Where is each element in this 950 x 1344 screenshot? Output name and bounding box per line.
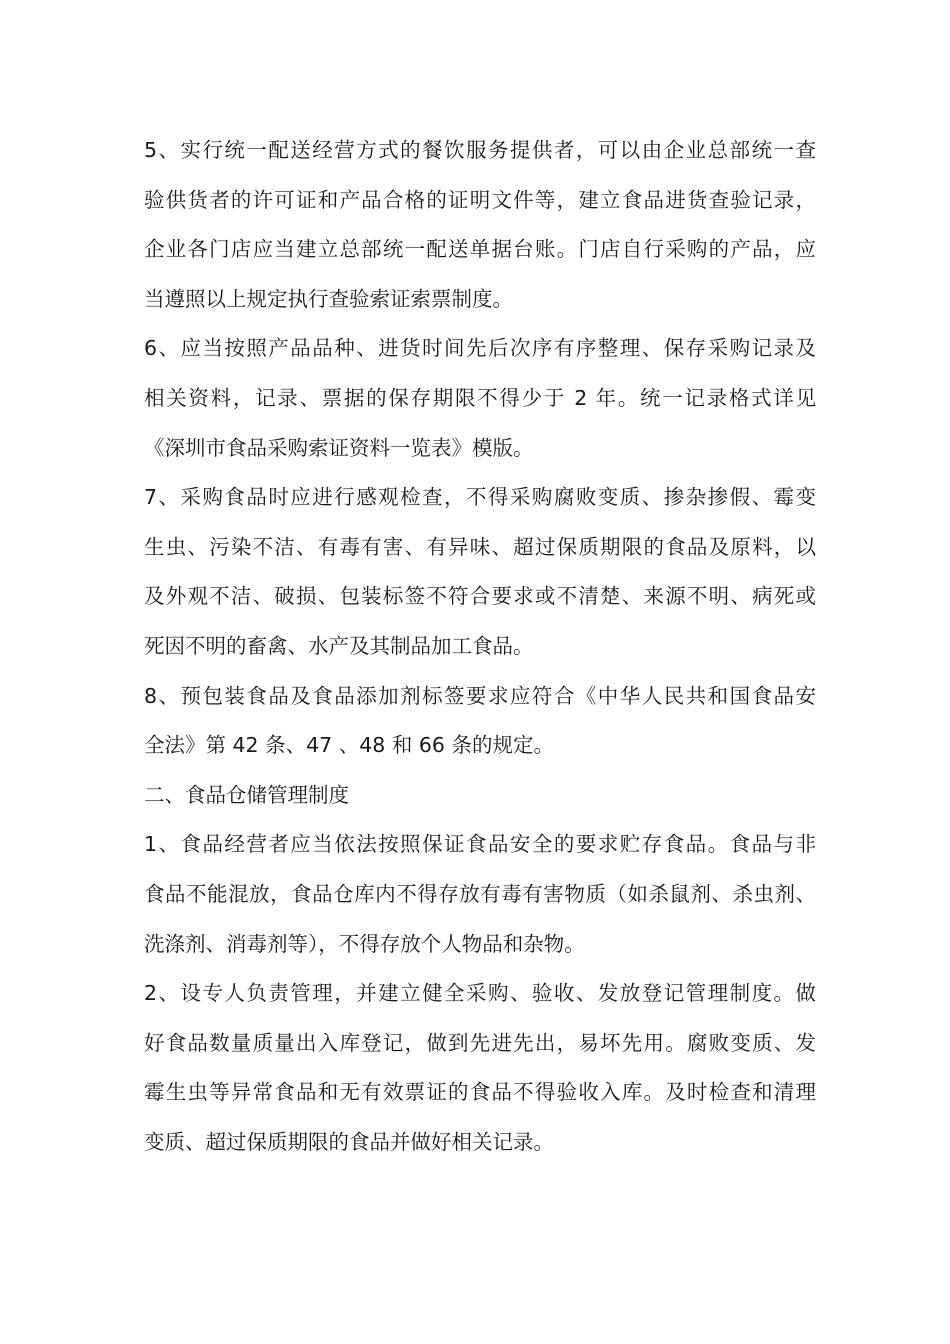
document-body bbox=[144, 126, 816, 1167]
text-line: 全法》第 42 条、47 、48 和 66 条的规定。 bbox=[144, 733, 554, 758]
text-line: 6、应当按照产品品种、进货时间先后次序有序整理、保存采购记录及 bbox=[144, 336, 816, 361]
text-line: 食品不能混放，食品仓库内不得存放有毒有害物质（如杀鼠剂、杀虫剂、 bbox=[144, 881, 816, 906]
text-line: 及外观不洁、破损、包装标签不符合要求或不清楚、来源不明、病死或 bbox=[144, 584, 816, 609]
text-line: 相关资料，记录、票据的保存期限不得少于 2 年。统一记录格式详见 bbox=[144, 385, 816, 410]
text-line: 企业各门店应当建立总部统一配送单据台账。门店自行采购的产品，应 bbox=[144, 237, 816, 262]
text-line: 当遵照以上规定执行查验索证索票制度。 bbox=[144, 286, 513, 311]
text-line: 生虫、污染不洁、有毒有害、有异味、超过保质期限的食品及原料，以 bbox=[144, 534, 816, 559]
text-line: 好食品数量质量出入库登记，做到先进先出，易坏先用。腐败变质、发 bbox=[144, 1030, 816, 1055]
text-line: 8、预包装食品及食品添加剂标签要求应符合《中华人民共和国食品安 bbox=[144, 683, 816, 708]
section-heading: 二、食品仓储管理制度 bbox=[144, 782, 349, 807]
text-line: 5、实行统一配送经营方式的餐饮服务提供者，可以由企业总部统一查 bbox=[144, 138, 816, 162]
text-line: 洗涤剂、消毒剂等），不得存放个人物品和杂物。 bbox=[144, 931, 585, 956]
text-line: 变质、超过保质期限的食品并做好相关记录。 bbox=[144, 1129, 554, 1154]
text-line: 霉生虫等异常食品和无有效票证的食品不得验收入库。及时检查和清理 bbox=[144, 1080, 816, 1105]
text-line: 《深圳市食品采购索证资料一览表》模版。 bbox=[144, 435, 534, 460]
text-line: 验供货者的许可证和产品合格的证明文件等，建立食品进货查验记录， bbox=[144, 187, 816, 212]
text-line: 7、采购食品时应进行感观检查，不得采购腐败变质、掺杂掺假、霉变 bbox=[144, 485, 816, 510]
text-line: 死因不明的畜禽、水产及其制品加工食品。 bbox=[144, 633, 534, 658]
text-line: 1、食品经营者应当依法按照保证食品安全的要求贮存食品。食品与非 bbox=[144, 832, 816, 857]
text-line: 2、设专人负责管理，并建立健全采购、验收、发放登记管理制度。做 bbox=[144, 981, 816, 1006]
